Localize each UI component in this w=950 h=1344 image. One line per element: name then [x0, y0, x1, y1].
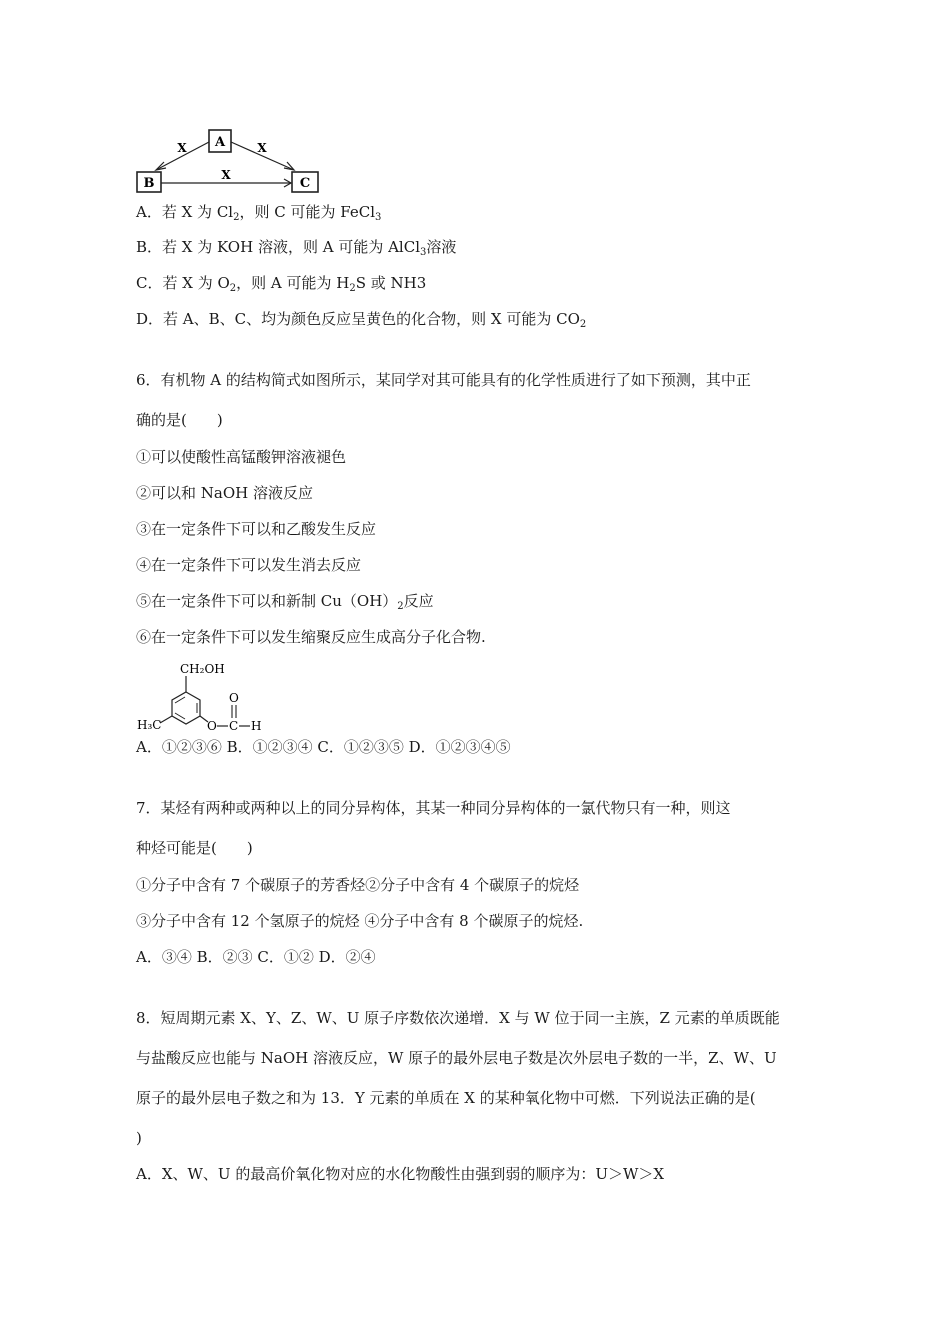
- mol-o-carbonyl: O: [229, 691, 239, 705]
- node-c-label: C: [299, 176, 311, 191]
- q7-line-2: ③分子中含有 12 个氢原子的烷烃 ④分子中含有 8 个碳原子的烷烃.: [136, 912, 584, 930]
- q7-stem-line-2: 种烃可能是( ): [136, 839, 253, 857]
- mol-h3c: H₃C: [137, 718, 162, 732]
- q6-item-6: ⑥在一定条件下可以发生缩聚反应生成高分子化合物.: [136, 628, 486, 646]
- q6-item-3: ③在一定条件下可以和乙酸发生反应: [136, 520, 377, 538]
- q7-line-1: ①分子中含有 7 个碳原子的芳香烃②分子中含有 4 个碳原子的烷烃: [136, 876, 580, 894]
- q8-option-a: A．X、W、U 的最高价氧化物对应的水化物酸性由强到弱的顺序为：U＞W＞X: [136, 1165, 665, 1183]
- q6-stem-line-1: 6．有机物 A 的结构简式如图所示，某同学对其可能具有的化学性质进行了如下预测，其中正: [136, 371, 751, 389]
- mol-bond-left: [160, 716, 172, 723]
- q6-item-4: ④在一定条件下可以发生消去反应: [136, 556, 362, 574]
- node-b-label: B: [143, 176, 155, 191]
- q6-stem-line-2: 确的是( ): [136, 411, 223, 429]
- q8-stem-line-4: ): [136, 1129, 142, 1147]
- q8-stem-line-2: 与盐酸反应也能与 NaOH 溶液反应，W 原子的最外层电子数是次外层电子数的一半，Z、W、U: [136, 1049, 777, 1067]
- q5-option-c: C．若 X 为 $O_2$，则 A 可能为 $H_2S$ 或 NH3: [136, 274, 427, 294]
- q5-option-a: A．若 X 为 $Cl_2$，则 C 可能为 FeCl$_3$: [136, 203, 382, 223]
- mol-ch2oh: CH₂OH: [180, 662, 225, 676]
- mol-o-ester: O: [207, 719, 217, 733]
- edge-label-ac: X: [257, 141, 267, 155]
- edge-label-bc: X: [221, 168, 231, 182]
- mol-benzene-ring: [172, 692, 200, 724]
- q8-stem-line-1: 8．短周期元素 X、Y、Z、W、U 原子序数依次递增．X 与 W 位于同一主族，Z 元素的单质既能: [136, 1009, 780, 1027]
- q6-item-2: ②可以和 NaOH 溶液反应: [136, 484, 313, 502]
- q6-options: A．①②③⑥ B．①②③④ C．①②③⑤ D．①②③④⑤: [136, 738, 511, 756]
- q8-stem-line-3: 原子的最外层电子数之和为 13．Y 元素的单质在 X 的某种氧化物中可燃．下列说法正确的是(: [136, 1089, 756, 1107]
- q6-item-5: ⑤在一定条件下可以和新制 $Cu(OH)_2$反应: [136, 592, 434, 612]
- q7-stem-line-1: 7．某烃有两种或两种以上的同分异构体，其某一种同分异构体的一氯代物只有一种，则这: [136, 799, 731, 817]
- q5-option-d: D．若 A、B、C、均为颜色反应呈黄色的化合物，则 X 可能为 $CO_2$: [136, 310, 587, 330]
- q7-options: A．③④ B．②③ C．①② D．②④: [136, 948, 376, 966]
- mol-c: C: [229, 719, 239, 733]
- q5-option-b: B．若 X 为 KOH 溶液，则 A 可能为 AlCl$_3$溶液: [136, 238, 457, 258]
- edge-label-ab: X: [177, 141, 187, 155]
- node-a-label: A: [214, 135, 226, 150]
- q6-item-1: ①可以使酸性高锰酸钾溶液褪色: [136, 448, 347, 466]
- reaction-diagram: [134, 128, 334, 198]
- molecule-structure: [134, 660, 274, 738]
- mol-h: H: [251, 719, 262, 733]
